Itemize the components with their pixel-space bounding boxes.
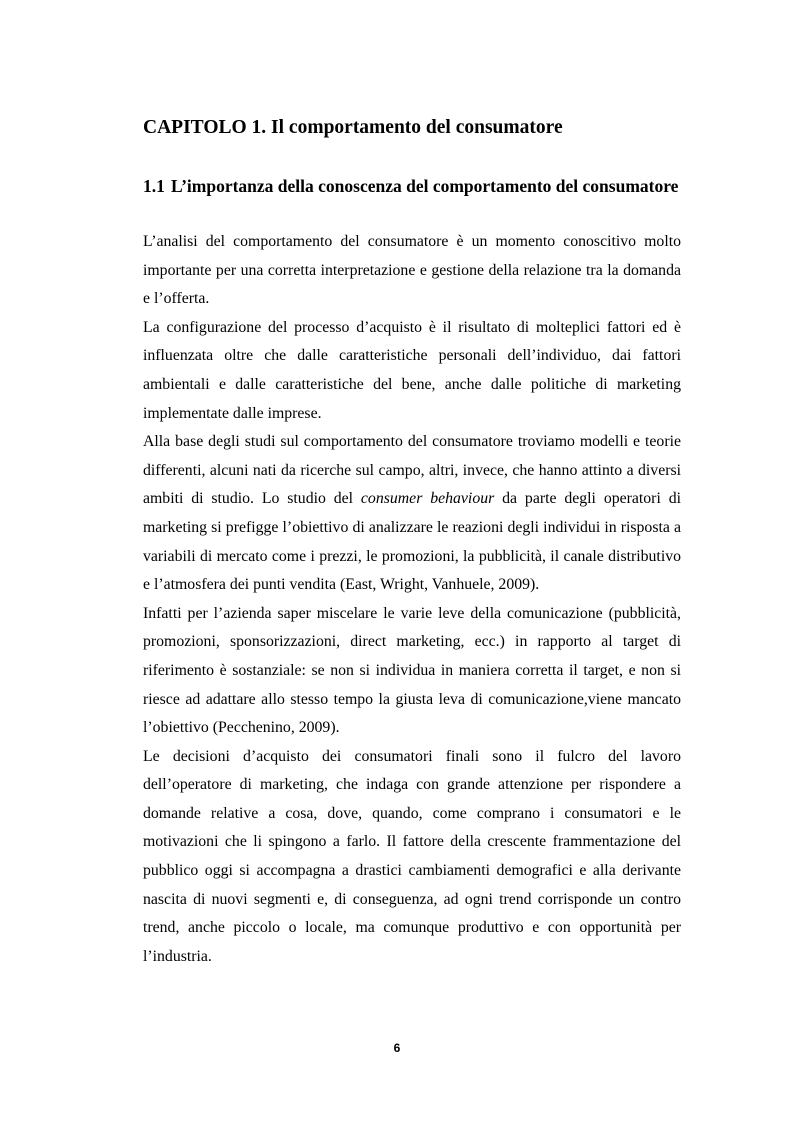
chapter-title: CAPITOLO 1. Il comportamento del consumatore xyxy=(143,117,563,138)
page-number: 6 xyxy=(393,1041,401,1055)
section-heading xyxy=(143,172,678,200)
paragraph-4: Infatti per l’azienda saper miscelare le varie leve della comunicazione (pubblicità, promozioni, sponsorizzazioni, direct marketing, ecc.) in rapporto al target di riferimento è sostanziale: se non si individua in maniera corretta il target, e non si riesce ad adattare allo stesso tempo la giusta leva di comunicazione,viene mancato l’obiettivo (Pecchenino, 2009). xyxy=(143,604,681,737)
section-number: 1.1 xyxy=(143,176,165,196)
body-text xyxy=(143,228,681,971)
paragraph-3-part-2: da parte degli operatori di marketing si prefigge l’obiettivo di analizzare le reazioni degli individui in risposta a variabili di mercato come i prezzi, le promozioni, la pubblicità, il canale distributivo e l’atmosfera dei punti vendita (East, Wright, Vanhuele, 2009). xyxy=(143,490,681,594)
paragraph-5: Le decisioni d’acquisto dei consumatori finali sono il fulcro del lavoro dell’operatore di marketing, che indaga con grande attenzione per rispondere a domande relative a cosa, dove, quando, come comprano i consumatori e le motivazioni che li spingono a farlo. Il fattore della crescente frammentazione del pubblico oggi si accompagna a drastici cambiamenti demografici e alla derivante nascita di nuovi segmenti e, di conseguenza, ad ogni trend corrisponde un contro trend, anche piccolo o locale, ma comunque produttivo e con opportunità per l’industria. xyxy=(143,747,681,965)
paragraph-3-italic-term: consumer behaviour xyxy=(360,490,495,508)
paragraph-3 xyxy=(143,428,681,600)
paragraph-1: L’analisi del comportamento del consumatore è un momento conoscitivo molto importante per una corretta interpretazione e gestione della relazione tra la domanda e l’offerta. xyxy=(143,233,681,308)
section-title: L’importanza della conoscenza del comportamento del consumatore xyxy=(171,176,679,196)
paragraph-2: La configurazione del processo d’acquisto è il risultato di molteplici fattori ed è influenzata oltre che dalle caratteristiche personali dell’individuo, dai fattori ambientali e dalle caratteristiche del bene, anche dalle politiche di marketing implementate dalle imprese. xyxy=(143,318,681,422)
paragraph-3-part-1: Alla base degli studi sul comportamento del consumatore troviamo modelli e teorie differenti, alcuni nati da ricerche sul campo, altri, invece, che hanno attinto a diversi ambiti di studio. Lo studio del xyxy=(143,433,681,508)
